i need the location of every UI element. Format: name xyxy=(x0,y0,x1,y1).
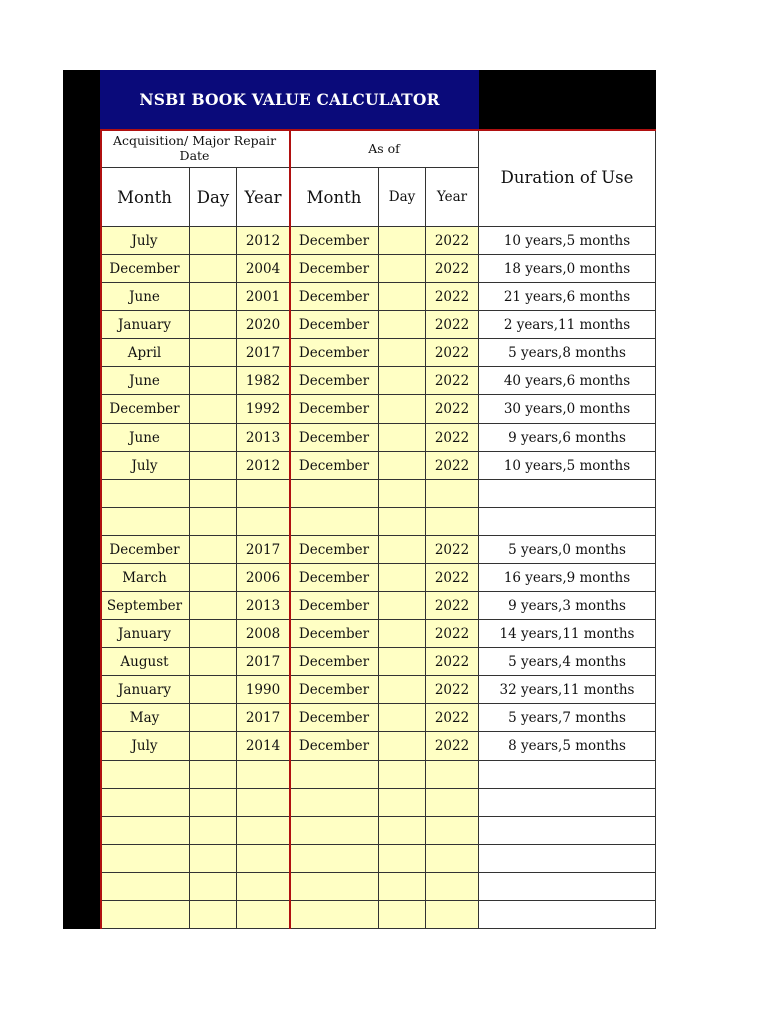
cell-duration[interactable] xyxy=(479,901,656,929)
cell-asof-month[interactable]: December xyxy=(290,536,379,564)
cell-duration[interactable]: 5 years,8 months xyxy=(479,339,656,367)
cell-asof-month[interactable]: December xyxy=(290,283,379,311)
cell-asof-day[interactable] xyxy=(379,227,426,255)
cell-duration[interactable]: 21 years,6 months xyxy=(479,283,656,311)
cell-asof-month[interactable]: December xyxy=(290,339,379,367)
cell-duration[interactable]: 30 years,0 months xyxy=(479,395,656,424)
cell-acq-day[interactable] xyxy=(190,592,237,620)
cell-acq-month[interactable] xyxy=(100,845,190,873)
cell-acq-year[interactable]: 2013 xyxy=(237,424,290,452)
cell-asof-year[interactable] xyxy=(426,817,479,845)
acq-year-header: Year xyxy=(237,168,290,227)
cell-asof-year[interactable] xyxy=(426,761,479,789)
cell-acq-year[interactable]: 2014 xyxy=(237,732,290,761)
cell-asof-month[interactable]: December xyxy=(290,648,379,676)
cell-asof-month[interactable]: December xyxy=(290,311,379,339)
cell-acq-month[interactable]: June xyxy=(100,424,190,452)
asof-day-header: Day xyxy=(379,168,426,227)
cell-asof-month[interactable]: December xyxy=(290,704,379,732)
cell-acq-month[interactable]: January xyxy=(100,620,190,648)
cell-asof-year[interactable]: 2022 xyxy=(426,255,479,283)
cell-duration[interactable]: 5 years,0 months xyxy=(479,536,656,564)
cell-asof-month[interactable]: December xyxy=(290,255,379,283)
cell-acq-year[interactable]: 1992 xyxy=(237,395,290,424)
red-border-left xyxy=(100,129,102,929)
cell-acq-day[interactable] xyxy=(190,367,237,395)
cell-acq-month[interactable]: January xyxy=(100,311,190,339)
cell-asof-day[interactable] xyxy=(379,395,426,424)
cell-acq-day[interactable] xyxy=(190,648,237,676)
cell-asof-year[interactable]: 2022 xyxy=(426,536,479,564)
cell-asof-month[interactable]: December xyxy=(290,592,379,620)
cell-acq-year[interactable]: 2017 xyxy=(237,704,290,732)
cell-asof-day[interactable] xyxy=(379,480,426,508)
cell-acq-day[interactable] xyxy=(190,339,237,367)
cell-asof-year[interactable]: 2022 xyxy=(426,704,479,732)
cell-acq-year[interactable]: 2017 xyxy=(237,339,290,367)
cell-asof-year[interactable]: 2022 xyxy=(426,452,479,480)
cell-acq-month[interactable]: March xyxy=(100,564,190,592)
cell-asof-day[interactable] xyxy=(379,732,426,761)
cell-asof-day[interactable] xyxy=(379,564,426,592)
cell-asof-year[interactable] xyxy=(426,845,479,873)
cell-duration[interactable] xyxy=(479,789,656,817)
cell-acq-month[interactable]: May xyxy=(100,704,190,732)
cell-acq-day[interactable] xyxy=(190,536,237,564)
cell-duration[interactable]: 40 years,6 months xyxy=(479,367,656,395)
cell-acq-month[interactable]: July xyxy=(100,732,190,761)
cell-acq-day[interactable] xyxy=(190,789,237,817)
cell-acq-day[interactable] xyxy=(190,873,237,901)
cell-acq-month[interactable] xyxy=(100,873,190,901)
cell-asof-day[interactable] xyxy=(379,592,426,620)
cell-asof-year[interactable] xyxy=(426,901,479,929)
cell-acq-month[interactable]: January xyxy=(100,676,190,704)
cell-asof-month[interactable] xyxy=(290,901,379,929)
cell-asof-month[interactable] xyxy=(290,789,379,817)
cell-acq-year[interactable]: 2020 xyxy=(237,311,290,339)
cell-duration[interactable]: 32 years,11 months xyxy=(479,676,656,704)
cell-duration[interactable] xyxy=(479,873,656,901)
red-border-middle xyxy=(289,129,291,929)
cell-asof-day[interactable] xyxy=(379,873,426,901)
cell-asof-year[interactable]: 2022 xyxy=(426,283,479,311)
cell-asof-day[interactable] xyxy=(379,424,426,452)
cell-asof-day[interactable] xyxy=(379,339,426,367)
cell-acq-day[interactable] xyxy=(190,704,237,732)
cell-asof-month[interactable]: December xyxy=(290,676,379,704)
cell-duration[interactable]: 10 years,5 months xyxy=(479,452,656,480)
cell-asof-month[interactable]: December xyxy=(290,620,379,648)
cell-asof-month[interactable]: December xyxy=(290,367,379,395)
cell-asof-year[interactable]: 2022 xyxy=(426,676,479,704)
cell-duration[interactable] xyxy=(479,480,656,508)
cell-asof-year[interactable] xyxy=(426,508,479,536)
red-border-top xyxy=(100,129,656,131)
cell-acq-year[interactable] xyxy=(237,845,290,873)
cell-asof-day[interactable] xyxy=(379,789,426,817)
cell-duration[interactable] xyxy=(479,817,656,845)
cell-acq-year[interactable]: 2001 xyxy=(237,283,290,311)
cell-asof-month[interactable]: December xyxy=(290,395,379,424)
acq-month-header: Month xyxy=(100,168,190,227)
cell-acq-year[interactable]: 2008 xyxy=(237,620,290,648)
left-black-bar xyxy=(63,70,100,929)
cell-asof-year[interactable]: 2022 xyxy=(426,564,479,592)
cell-duration[interactable]: 9 years,3 months xyxy=(479,592,656,620)
cell-acq-day[interactable] xyxy=(190,732,237,761)
cell-duration[interactable] xyxy=(479,761,656,789)
cell-acq-month[interactable] xyxy=(100,789,190,817)
cell-asof-month[interactable]: December xyxy=(290,564,379,592)
cell-duration[interactable] xyxy=(479,845,656,873)
cell-acq-year[interactable]: 1982 xyxy=(237,367,290,395)
cell-acq-month[interactable] xyxy=(100,817,190,845)
cell-asof-day[interactable] xyxy=(379,536,426,564)
cell-acq-month[interactable]: April xyxy=(100,339,190,367)
cell-duration[interactable]: 14 years,11 months xyxy=(479,620,656,648)
cell-acq-year[interactable] xyxy=(237,761,290,789)
cell-asof-year[interactable]: 2022 xyxy=(426,367,479,395)
cell-asof-year[interactable]: 2022 xyxy=(426,395,479,424)
as-of-group-header: As of xyxy=(290,129,479,168)
cell-acq-month[interactable] xyxy=(100,761,190,789)
cell-acq-year[interactable]: 2017 xyxy=(237,536,290,564)
cell-asof-day[interactable] xyxy=(379,761,426,789)
calculator-sheet xyxy=(63,70,656,929)
cell-asof-day[interactable] xyxy=(379,817,426,845)
cell-duration[interactable]: 9 years,6 months xyxy=(479,424,656,452)
cell-duration[interactable]: 8 years,5 months xyxy=(479,732,656,761)
cell-asof-day[interactable] xyxy=(379,845,426,873)
cell-acq-year[interactable] xyxy=(237,789,290,817)
cell-acq-day[interactable] xyxy=(190,480,237,508)
cell-acq-year[interactable] xyxy=(237,817,290,845)
cell-acq-day[interactable] xyxy=(190,761,237,789)
cell-asof-day[interactable] xyxy=(379,648,426,676)
asof-month-header: Month xyxy=(290,168,379,227)
cell-acq-day[interactable] xyxy=(190,395,237,424)
cell-acq-year[interactable]: 2012 xyxy=(237,452,290,480)
sheet-title: NSBI BOOK VALUE CALCULATOR xyxy=(100,70,479,129)
cell-acq-year[interactable]: 2006 xyxy=(237,564,290,592)
cell-acq-month[interactable]: December xyxy=(100,536,190,564)
cell-asof-month[interactable]: December xyxy=(290,732,379,761)
cell-acq-year[interactable] xyxy=(237,508,290,536)
duration-header: Duration of Use xyxy=(479,129,656,227)
acq-day-header: Day xyxy=(190,168,237,227)
cell-asof-day[interactable] xyxy=(379,283,426,311)
cell-acq-month[interactable] xyxy=(100,480,190,508)
cell-duration[interactable]: 10 years,5 months xyxy=(479,227,656,255)
asof-year-header: Year xyxy=(426,168,479,227)
cell-asof-day[interactable] xyxy=(379,508,426,536)
cell-asof-day[interactable] xyxy=(379,255,426,283)
cell-asof-month[interactable] xyxy=(290,761,379,789)
cell-acq-month[interactable]: September xyxy=(100,592,190,620)
cell-acq-day[interactable] xyxy=(190,452,237,480)
cell-asof-day[interactable] xyxy=(379,367,426,395)
cell-asof-year[interactable] xyxy=(426,789,479,817)
cell-asof-day[interactable] xyxy=(379,452,426,480)
cell-asof-year[interactable]: 2022 xyxy=(426,311,479,339)
cell-acq-year[interactable]: 2004 xyxy=(237,255,290,283)
cell-acq-year[interactable]: 2017 xyxy=(237,648,290,676)
cell-acq-year[interactable]: 1990 xyxy=(237,676,290,704)
right-black-bar xyxy=(479,70,656,129)
cell-acq-month[interactable] xyxy=(100,508,190,536)
cell-acq-month[interactable] xyxy=(100,901,190,929)
cell-acq-day[interactable] xyxy=(190,901,237,929)
cell-duration[interactable]: 5 years,4 months xyxy=(479,648,656,676)
cell-asof-day[interactable] xyxy=(379,676,426,704)
cell-acq-day[interactable] xyxy=(190,676,237,704)
cell-duration[interactable]: 2 years,11 months xyxy=(479,311,656,339)
cell-duration[interactable]: 5 years,7 months xyxy=(479,704,656,732)
cell-asof-month[interactable]: December xyxy=(290,452,379,480)
cell-duration[interactable] xyxy=(479,508,656,536)
cell-asof-year[interactable]: 2022 xyxy=(426,227,479,255)
cell-acq-month[interactable]: July xyxy=(100,452,190,480)
cell-acq-day[interactable] xyxy=(190,255,237,283)
cell-acq-day[interactable] xyxy=(190,845,237,873)
cell-asof-year[interactable]: 2022 xyxy=(426,732,479,761)
cell-acq-day[interactable] xyxy=(190,227,237,255)
cell-acq-day[interactable] xyxy=(190,817,237,845)
cell-asof-year[interactable] xyxy=(426,480,479,508)
cell-acq-month[interactable]: December xyxy=(100,395,190,424)
cell-acq-month[interactable]: June xyxy=(100,283,190,311)
cell-asof-year[interactable]: 2022 xyxy=(426,592,479,620)
cell-asof-month[interactable] xyxy=(290,508,379,536)
cell-asof-month[interactable]: December xyxy=(290,424,379,452)
cell-acq-year[interactable] xyxy=(237,901,290,929)
cell-asof-year[interactable]: 2022 xyxy=(426,339,479,367)
cell-acq-day[interactable] xyxy=(190,424,237,452)
cell-asof-day[interactable] xyxy=(379,311,426,339)
cell-acq-day[interactable] xyxy=(190,620,237,648)
cell-asof-day[interactable] xyxy=(379,704,426,732)
cell-asof-month[interactable] xyxy=(290,480,379,508)
cell-acq-day[interactable] xyxy=(190,283,237,311)
cell-acq-day[interactable] xyxy=(190,564,237,592)
cell-acq-year[interactable] xyxy=(237,480,290,508)
cell-asof-month[interactable] xyxy=(290,845,379,873)
cell-asof-year[interactable]: 2022 xyxy=(426,620,479,648)
cell-acq-year[interactable]: 2012 xyxy=(237,227,290,255)
cell-asof-year[interactable] xyxy=(426,873,479,901)
cell-asof-month[interactable]: December xyxy=(290,227,379,255)
cell-asof-year[interactable]: 2022 xyxy=(426,648,479,676)
cell-asof-year[interactable]: 2022 xyxy=(426,424,479,452)
cell-acq-day[interactable] xyxy=(190,311,237,339)
cell-asof-month[interactable] xyxy=(290,817,379,845)
cell-acq-day[interactable] xyxy=(190,508,237,536)
acquisition-group-header: Acquisition/ Major Repair Date xyxy=(100,129,290,168)
cell-acq-month[interactable]: July xyxy=(100,227,190,255)
cell-acq-year[interactable]: 2013 xyxy=(237,592,290,620)
cell-acq-month[interactable]: August xyxy=(100,648,190,676)
cell-acq-year[interactable] xyxy=(237,873,290,901)
cell-duration[interactable]: 16 years,9 months xyxy=(479,564,656,592)
cell-asof-day[interactable] xyxy=(379,620,426,648)
cell-asof-month[interactable] xyxy=(290,873,379,901)
cell-acq-month[interactable]: December xyxy=(100,255,190,283)
cell-asof-day[interactable] xyxy=(379,901,426,929)
cell-acq-month[interactable]: June xyxy=(100,367,190,395)
cell-duration[interactable]: 18 years,0 months xyxy=(479,255,656,283)
